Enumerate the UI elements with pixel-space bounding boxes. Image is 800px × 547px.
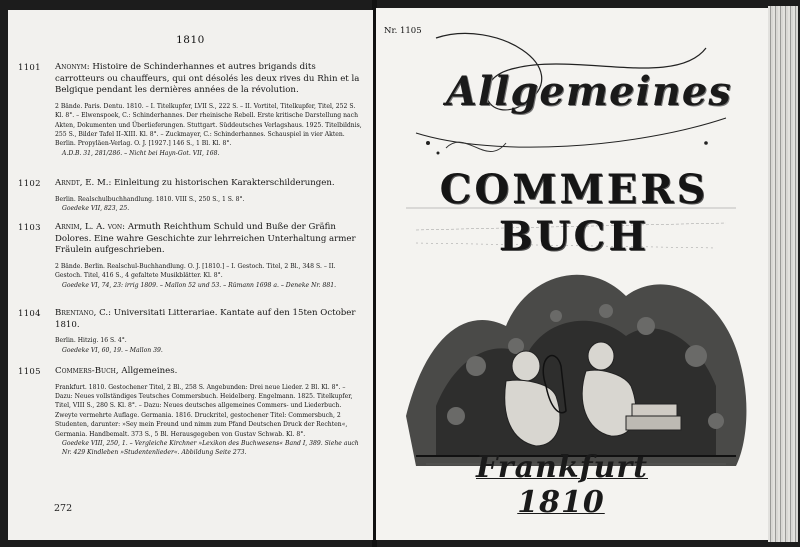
entry-number: 1103 <box>18 223 41 233</box>
entry-author: Arndt, E. M.: <box>55 178 112 188</box>
catalog-entry-1105 <box>18 366 364 458</box>
title-allgemeines: Allgemeines <box>446 68 732 115</box>
entry-description: Frankfurt. 1810. Gestochener Titel, 2 Bl., 258 S. Angebunden: Drei neue Lieder. 2 Bl. Kl. 8°. – Dazu: Neues vollständiges Teutsches Commersbuch. Heidelberg. Engelmann. 1825. Titelkupfer, Titel, VIII S., 280 S. Kl. 8°. – Dazu: Neues deutsches allgemeines Commers- und Liederbuch. Zweyte vermehrte Auflage. Germania. 1816. Druckritel, gestochener Titel: Commersbuch, 2 Studenten, darunter: »Sey mein Freund und nimm zum Pfand Deutschen Druck der Rechten«, Germania. Handbemalt. 373 S., 5 Bl. Herausgegeben von Gustav Schwab. Kl. 8°. <box>55 383 353 438</box>
plate-number: Nr. 1105 <box>384 26 422 36</box>
cherub-engraving <box>396 216 756 471</box>
entry-author: Anonym: <box>55 62 90 72</box>
entry-heading <box>55 178 364 190</box>
entry-author: Brentano, C.: <box>55 308 111 318</box>
entry-description: 2 Bände. Paris. Dentu. 1810. – I. Titelkupfer, LVII S., 222 S. – II. Vortitel, Titelkupfer, Titel, 252 S. Kl. 8°. – Elwenspoek, C.: Schinderhannes. Der rheinische Rebell. Erste kritische Darstellung nach Akten, Dokumenten und Überlieferungen. Stuttgart. Süddeutsches Verlagshaus. 1925. Titelbildnis, 255 S., Bilder Tafel II–XIII. Kl. 8°. – Zuckmayer, C.: Schinderhannes. Schauspiel in vier Akten. Berlin. Propyläen-Verlag. O. J. [1927.] 146 S., 1 Bl. Kl. 8°. <box>55 102 362 148</box>
entry-number: 1105 <box>18 367 41 377</box>
entry-references: Goedeke VII, 823, 25. <box>62 205 130 212</box>
entry-title: Einleitung zu historischen Karakterschilderungen. <box>114 178 335 188</box>
entry-description: Berlin. Realschulbuchhandlung. 1810. VIII S., 250 S., 1 S. 8°. <box>55 195 245 203</box>
catalog-entry-1101 <box>18 62 364 158</box>
title-commers-buch: COMMERS BUCH <box>439 166 709 260</box>
entry-references: A.D.B. 31, 281/286. – Nicht bei Hayn-Got. VII, 168. <box>62 149 220 157</box>
entry-number: 1101 <box>18 63 41 73</box>
entry-heading <box>55 222 364 257</box>
running-head: 1810 <box>176 34 205 46</box>
entry-heading <box>55 62 364 97</box>
left-page <box>8 10 373 540</box>
catalog-entry-1102 <box>18 178 364 213</box>
entry-references: Goedeke VI, 60, 19. – Mallon 39. <box>62 346 163 354</box>
entry-references: Goedeke VI, 74, 23: irrig 1809. – Mallon 52 und 53. – Rümann 1698 a. – Deneke Nr. 881. <box>62 281 337 289</box>
entry-author: Commers-Buch, <box>55 366 119 376</box>
entry-heading <box>55 366 364 378</box>
catalog-entry-1104 <box>18 308 364 355</box>
entry-description: 2 Bände. Berlin. Realschul-Buchhandlung. O. J. [1810.] – I. Gestoch. Titel, 2 Bl., 348 S. – II. Gestoch. Titel, 416 S., 4 gefaltete Musikblätter. Kl. 8°. <box>55 262 336 280</box>
entry-references: Goedeke VIII, 250, 1. – Vergleiche Kirchner »Lexikon des Buchwesens« Band I, 389. Siehe auch Nr. 429 Kindleben »Studentenlieder«. Abbildung Seite 273. <box>62 440 359 457</box>
entry-title: Armuth Reichthum Schuld und Buße der Gräfin Dolores. Eine wahre Geschichte zur lehrreichen Unterhaltung armer Fräulein aufgeschrieben. <box>55 222 356 256</box>
entry-author: Arnim, L. A. von: <box>55 222 126 232</box>
catalog-entry-1103 <box>18 222 364 290</box>
entry-title: Allgemeines. <box>121 366 178 376</box>
right-page <box>376 8 768 540</box>
entry-heading <box>55 308 364 331</box>
imprint-frankfurt: Frankfurt 1810 <box>476 450 648 520</box>
page-number: 272 <box>54 503 73 514</box>
entry-description: Berlin. Hitzig. 16 S. 4°. <box>55 337 127 345</box>
entry-number: 1102 <box>18 179 41 189</box>
entry-number: 1104 <box>18 309 41 319</box>
entry-title: Histoire de Schinderhannes et autres brigands dits carrotteurs ou chauffeurs, qui ont désolés les deux rives du Rhin et la Belgique pendant les dernières années de la révolution. <box>55 62 360 96</box>
entry-title: Universitati Litterariae. Kantate auf den 15ten October 1810. <box>55 308 356 330</box>
page-edges <box>768 6 798 542</box>
